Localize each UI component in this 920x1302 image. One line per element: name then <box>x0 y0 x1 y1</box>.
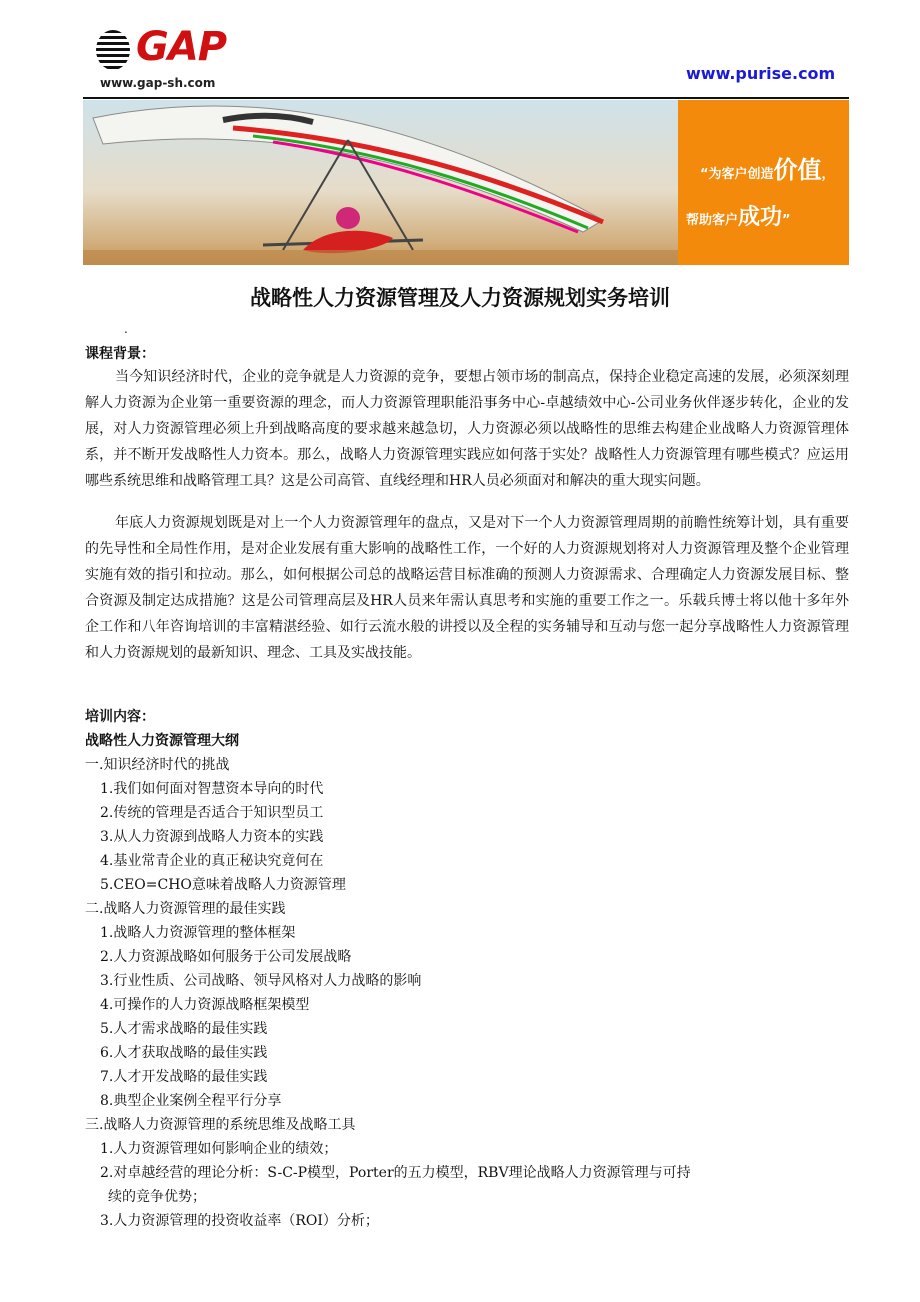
slogan-line-2: 帮助客户成功” <box>686 205 791 230</box>
list-item: 4.基业常青企业的真正秘诀究竟何在 <box>100 853 324 869</box>
list-item: 3.行业性质、公司战略、领导风格对人力战略的影响 <box>100 973 422 989</box>
background-paragraph-2: 年底人力资源规划既是对上一个人力资源管理年的盘点，又是对下一个人力资源管理周期的前瞻性统筹计划，具有重要的先导性和全局性作用，是对企业发展有重大影响的战略性工作，一个好的人力资源规划将对人力资源管理及整个企业管理实施有效的指引和拉动。那么，如何根据公司总的战略运营目标准确的预测人力资源需求、合理确定人力资源发展目标、整合资源及制定达成措施？这是公司管理高层及HR人员来年需认真思考和实施的重要工作之一。乐载兵博士将以他十多年外企工作和八年咨询培训的丰富精湛经验、如行云流水般的讲授以及全程的实务辅导和互动与您一起分享战略性人力资源管理和人力资源规划的最新知识、理念、工具及实战技能。 <box>85 515 849 661</box>
list-item: 5.人才需求战略的最佳实践 <box>100 1021 268 1037</box>
slogan-line-1: “为客户创造价值， <box>700 156 835 184</box>
section-title: 一.知识经济时代的挑战 <box>85 757 230 773</box>
hang-glider-illustration <box>83 100 678 265</box>
list-item: 1.人力资源管理如何影响企业的绩效； <box>100 1141 338 1157</box>
background-paragraph-1: 当今知识经济时代，企业的竞争就是人力资源的竞争，要想占领市场的制高点，保持企业稳定高速的发展，必须深刻理解人力资源为企业第一重要资源的理念，而人力资源管理职能沿事务中心-卓越绩效中心-公司业务伙伴逐步转化，企业的发展，对人力资源管理必须上升到战略高度的要求越来越急切，人力资源必须以战略性的思维去构建企业战略人力资源管理体系，并不断开发战略性人力资本。那么，战略人力资源管理实践应如何落于实处？战略性人力资源管理有哪些模式？应运用哪些系统思维和战略管理工具？这是公司高管、直线经理和HR人员必须面对和解决的重大现实问题。 <box>85 369 849 489</box>
list-item: 7.人才开发战略的最佳实践 <box>100 1069 268 1085</box>
list-item: 4.可操作的人力资源战略框架模型 <box>100 997 310 1013</box>
list-item: 5.CEO=CHO意味着战略人力资源管理 <box>100 877 346 893</box>
logo-text: GAP <box>136 24 227 70</box>
background-heading: 课程背景： <box>85 346 155 362</box>
list-item: 8.典型企业案例全程平行分享 <box>100 1093 282 1109</box>
list-item: 2.人力资源战略如何服务于公司发展战略 <box>100 949 352 965</box>
section-title: 二.战略人力资源管理的最佳实践 <box>85 901 286 917</box>
outline-heading: 战略性人力资源管理大纲 <box>85 733 239 749</box>
section-title: 三.战略人力资源管理的系统思维及战略工具 <box>85 1117 356 1133</box>
site-url-link[interactable]: www.purise.com <box>686 64 836 83</box>
list-item: 6.人才获取战略的最佳实践 <box>100 1045 268 1061</box>
logo-globe-icon <box>96 30 130 70</box>
list-item: 1.我们如何面对智慧资本导向的时代 <box>100 781 324 797</box>
list-item: 3.人力资源管理的投资收益率（ROI）分析； <box>100 1213 379 1229</box>
list-item: 3.从人力资源到战略人力资本的实践 <box>100 829 324 845</box>
list-item: 2.传统的管理是否适合于知识型员工 <box>100 805 324 821</box>
banner-hang-glider-image <box>83 100 678 265</box>
document-title: 战略性人力资源管理及人力资源规划实务培训 <box>250 285 670 310</box>
list-item-continuation: 续的竞争优势； <box>108 1189 206 1205</box>
list-item: 2.对卓越经营的理论分析：S-C-P模型，Porter的五力模型，RBV理论战略人力资源管理与可持 <box>100 1165 691 1181</box>
list-item: 1.战略人力资源管理的整体框架 <box>100 925 296 941</box>
header-divider <box>83 97 849 99</box>
stray-mark: . <box>124 322 128 336</box>
logo-url: www.gap-sh.com <box>100 76 216 90</box>
content-heading: 培训内容： <box>85 709 155 725</box>
